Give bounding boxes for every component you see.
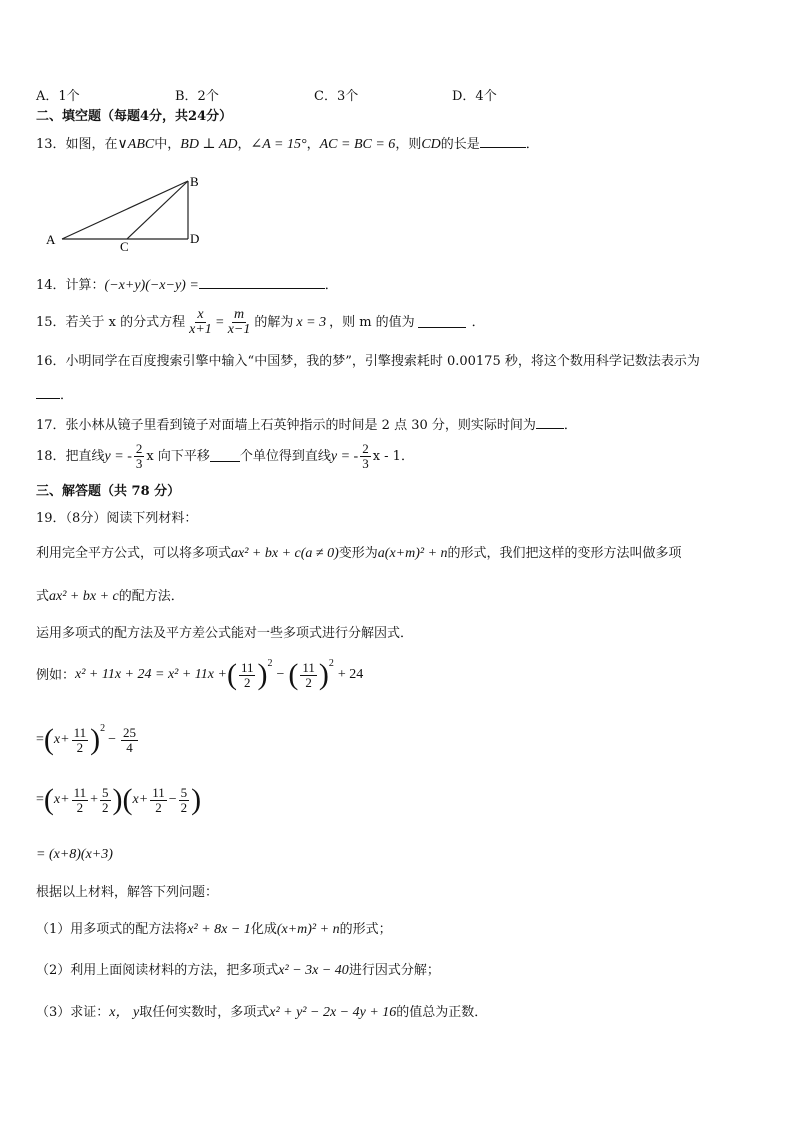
q19-sub-1: （1）用多项式的配方法将x² + 8x − 1化成(x+m)² + n的形式； [36,922,392,937]
question-14: 14．计算：(−x+y)(−x−y) = ． [36,278,338,293]
q19-paragraph-1: 利用完全平方公式，可以将多项式ax² + bx + c(a ≠ 0)变形为a(x+m)² + n的形式，我们把这样的变形方法叫做多项 [36,546,682,561]
example-step-2: = ( x+ $\frac{11}{2}$ ) 2 − $\frac{25}{4}$ [36,723,137,756]
option-d: D．4个 [452,89,497,104]
label-a: A [46,232,56,247]
option-b: B．2个 [175,89,219,104]
q19-ask: 根据以上材料，解答下列问题： [36,885,219,900]
question-19-head: 19．（8分）阅读下列材料： [36,511,198,526]
example-step-1: 例如： x² + 11x + 24 = x² + 11x + ( $\frac{11}{2}$ ) 2 − ( $\frac{11}{2}$ ) 2 + 24 [36,658,364,691]
example-step-4: = (x+8)(x+3) [36,847,113,862]
question-17: 17．张小林从镜子里看到镜子对面墙上石英钟指示的时间是 2 点 30 分，则实际时间为 ． [36,418,577,433]
option-c: C．3个 [314,89,359,104]
option-a: A．1个 [36,89,80,104]
label-c: C [120,239,129,254]
label-d: D [190,231,200,246]
fraction-x-over-x-plus-1: $\frac{x}{x+1}$ [189,307,212,337]
q19-sub-2: （2）利用上面阅读材料的方法，把多项式x² − 3x − 40进行因式分解； [36,963,440,978]
question-15: 15．若关于 x 的分式方程 $\frac{x}{x+1}$ = $\frac{m}{x-1}$ 的解为 x = 3 ，则 m 的值为 ． [36,307,485,337]
label-b: B [190,174,199,189]
question-16: 16．小明同学在百度搜索引擎中输入“中国梦，我的梦”，引擎搜索耗时 0.00175 秒，将这个数用科学记数法表示为 [36,354,700,369]
q19-paragraph-2: 式ax² + bx + c的配方法． [36,589,184,604]
q19-paragraph-3: 运用多项式的配方法及平方差公式能对一些多项式进行分解因式． [36,626,414,641]
fraction-m-over-x-minus-1: $\frac{m}{x-1}$ [227,307,251,337]
section2-title: 二、填空题（每题4分，共24分） [36,109,233,124]
example-step-3: = ( x+ $\frac{11}{2}$ + $\frac{5}{2}$ ) ( x+ $\frac{11}{2}$ − $\frac{5}{2}$ ) [36,783,202,816]
section3-title: 三、解答题（共 78 分） [36,484,181,499]
q19-sub-3: （3）求证：x， y取任何实数时，多项式x² + y² − 2x − 4y + 16的值总为正数． [36,1005,488,1020]
question-16-continued: ． [36,388,73,402]
question-13: 13．如图，在∨ABC中，BD ⊥ AD，∠A = 15°，AC = BC = 6，则CD的长是 ． [36,137,539,152]
question-18: 18．把直线 y = - $\frac{2}{3}$ x 向下平移 个单位得到直线 y = - $\frac{2}{3}$ x - 1． [36,441,414,471]
triangle-figure [40,170,220,255]
